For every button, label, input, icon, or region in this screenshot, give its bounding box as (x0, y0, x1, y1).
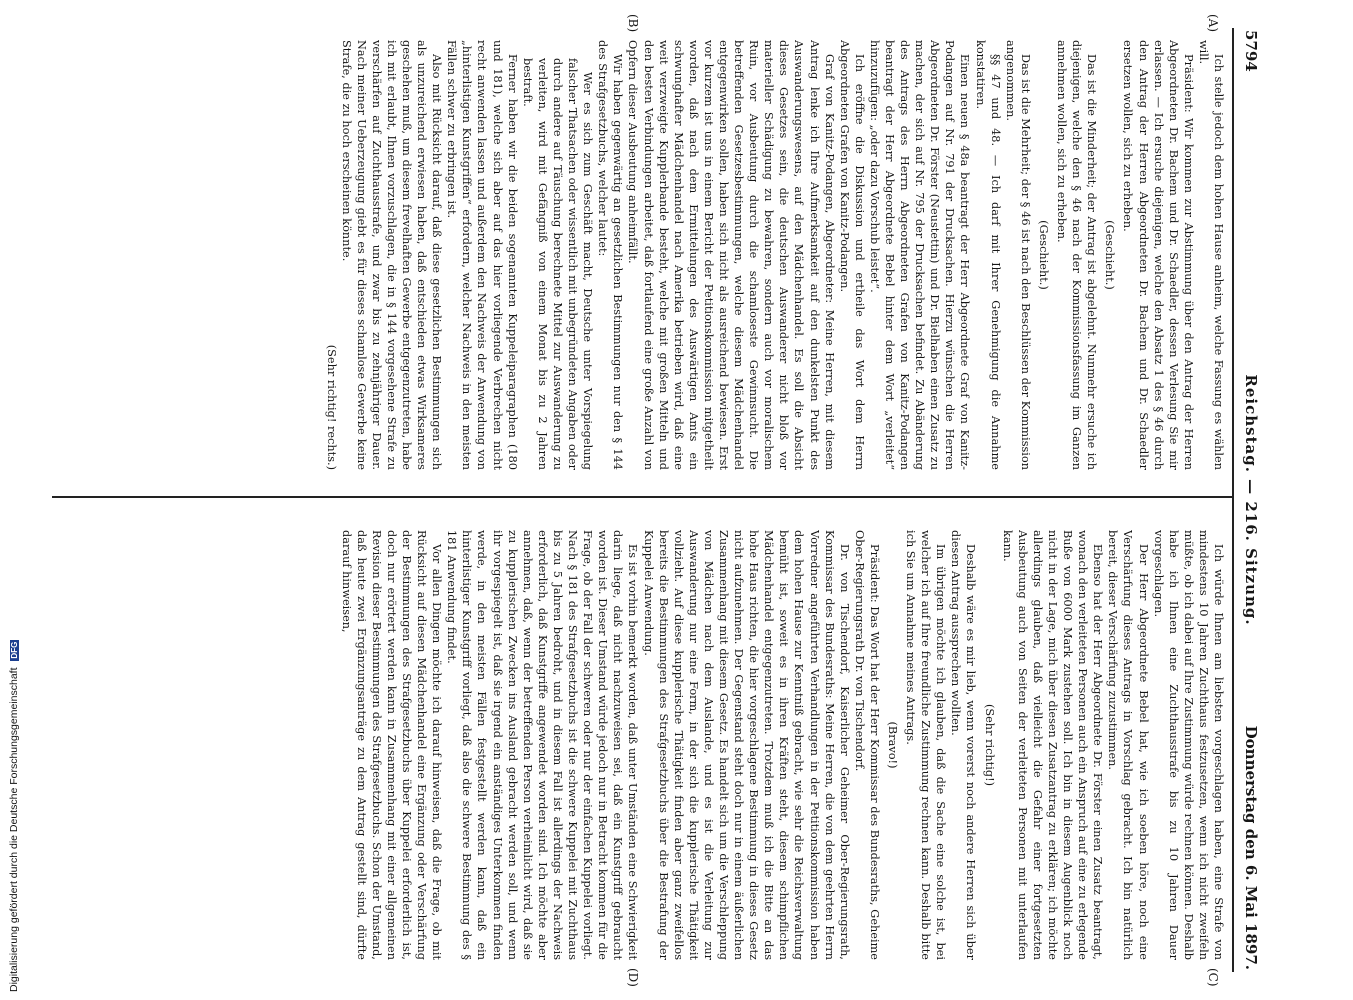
paragraph: §§ 47 und 48. — Ich darf mit Ihrer Genehmigung die Annahme konstatiren. (973, 40, 1002, 470)
margin-marker-c: (C) (1206, 968, 1220, 987)
stage-direction: (Sehr richtig!) (982, 703, 996, 787)
page-header (1234, 30, 1260, 970)
column-divider (52, 496, 1232, 498)
footer-credit (4, 0, 22, 1000)
paragraph: Ferner haben wir die beiden sogenannten Kuppeleiparagraphen (180 und 181), welche sich aber auf das hier vorliegende Verbrechen nicht recht anwenden lassen und außerdem den Nachweis der Anwendung von „hinterlistigen Kunstgriffen“ erfordern, welcher Nachweis in den meisten Fällen schwer zu erbringen ist. (445, 40, 519, 470)
paragraph: Im übrigen möchte ich glauben, daß die Sache eine solche ist, bei welcher ich auf Ihre freundliche Zustimmung rechnen kann. Deshalb bitte ich Sie um Annahme meines Antrags. (904, 530, 948, 960)
paragraph: Präsident: Wir kommen zur Abstimmung über den Antrag der Herren Abgeordneten Dr. Bachem und Dr. Schaedler, dessen Verlesung Sie mir erlassen. — Ich ersuche diejenigen, welche den Absatz 1 des § 46 durch den Antrag der Herren Abgeordneten Dr. Bachem und Dr. Schaedler ersetzen wollen, sich zu erheben. (1121, 40, 1195, 470)
paragraph: Ebenso hat der Herr Abgeordnete Dr. Förster einen Zusatz beantragt, wonach den verleiteten Personen auch ein Anspruch auf eine zu erlegende Buße von 6000 Mark zustehen soll. Ich bin in diesem Augenblick noch nicht in der Lage, mich über diesen Zusatzantrag zu erklären; ich möchte allerdings glauben, daß vielleicht die Gefahr einer fortgesetzten Ausbeutung auch von Seiten der verleiteten Personen mit unterlaufen kann. (1000, 530, 1105, 960)
paragraph: Das ist die Mehrheit; der § 46 ist nach den Beschlüssen der Kommission angenommen. (1003, 40, 1032, 470)
credit-text: Digitalisierung gefördert durch die Deutsche Forschungsgemeinschaft (8, 667, 20, 992)
margin-marker-b: (B) (626, 14, 640, 33)
paragraph: Ich stelle jedoch dem hohen Hause anheim, welche Fassung es wählen will. (1196, 40, 1225, 470)
header-rule (1232, 28, 1234, 972)
right-column (46, 530, 1226, 960)
footer-credit-text (8, 2, 22, 992)
paragraph: Vor allen Dingen möchte ich darauf hinweisen, daß die Frage, ob mit Rücksicht auf diesen Mädchenhandel eine Ergänzung oder Verschärfung der Bestimmungen des Strafgesetzbuchs über Kuppelei erforderlich ist, doch nur erörtert werden kann in Zusammenhang mit einer allgemeinen Revision dieser Bestimmungen des Strafgesetzbuchs. Schon der Umstand, daß heute zwei Ergänzungsanträge zu dem Antrag gestellt sind, dürfte darauf hinweisen, (339, 530, 444, 960)
paragraph: Dr. von Tischendorf, Kaiserlicher Geheimer Ober-Regierungsrath, Kommissar des Bundesraths: Meine Herren, die von dem geehrten Herrn Vorredner angeführten Verhandlungen in der Petitionskommission haben dem hohen Hause zur Kenntniß gebracht, wie sehr die Reichsverwaltung bemüht ist, soweit es in ihren Kräften steht, diesem schimpflichen Mädchenhandel entgegenzutreten. Trotzdem muß ich die Bitte an das hohe Haus richten, die hier vorgeschlagene Bestimmung in dieses Gesetz nicht aufzunehmen. Der Gegenstand steht doch nur in einem äußerlichen Zusammenhang mit diesem Gesetz. Es handelt sich um die Verschleppung von Mädchen nach dem Auslande, und es ist die Verleitung zur Auswanderung nur eine Form, in der sich die kupplerische Thätigkeit vollzieht. Auf diese kupplerische Thätigkeit finden aber ganz zweifellos bereits die Bestimmungen des Strafgesetzbuchs über die Bestrafung der Kuppelei Anwendung. (641, 530, 851, 960)
paragraph: Es ist vorhin bemerkt worden, daß unter Umständen eine Schwierigkeit darin liege, daß nicht nachzuweisen sei, daß ein Kunstgriff gebraucht worden ist. Dieser Umstand würde jedoch nur in Betracht kommen für die Frage, ob der Fall der schweren oder nur der einfachen Kuppelei vorliegt. Nach § 181 des Strafgesetzbuchs ist die schwere Kuppelei mit Zuchthaus bis zu 5 Jahren bedroht, und in diesem Fall ist allerdings der Nachweis erforderlich, daß Kunstgriffe angewendet worden sind. Ich möchte aber annehmen, daß, wenn der betreffenden Person verheimlicht wird, daß sie zu kupplerischen Zwecken ins Ausland gebracht werden soll, und wenn ihr vorgespiegelt ist, daß sie irgend ein anständiges Unterkommen finden werde, in den meisten Fällen festgestellt werden kann, daß ein hinterlistiger Kunstgriff vorliegt, daß also die schwere Bestimmung des § 181 Anwendung findet. (445, 530, 640, 960)
dfg-logo: DFG (9, 641, 19, 659)
margin-marker-d: (D) (626, 968, 640, 987)
left-column (46, 40, 1226, 470)
stage-direction: (Sehr richtig! rechts.) (324, 344, 338, 470)
paragraph: Ich würde Ihnen am liebsten vorgeschlagen haben, eine Strafe von mindestens 10 Jahren Zuchthaus festzusetzen, wenn ich nicht zweifeln müßte, ob ich dabei auf Ihre Zustimmung würde rechnen können. Deshalb habe ich Ihnen eine Zuchthausstrafe bis zu 10 Jahren Dauer vorgeschlagen. (1151, 530, 1225, 960)
stage-direction: (Geschieht.) (1036, 220, 1050, 290)
paragraph: Deshalb wäre es mir lieb, wenn vorerst noch andere Herren sich über diesen Antrag aussprechen wollten. (949, 530, 978, 960)
quotation: Wer es sich zum Geschäft macht, Deutsche unter Vorspiegelung falscher Thatsachen oder wissentlich mit unbegründeten Angaben oder durch andere auf Täuschung berechnete Mittel zur Auswanderung zu verleiten, wird mit Gefängniß von einem Monat bis zu 2 Jahren bestraft. (520, 58, 595, 470)
stage-direction: (Geschieht.) (1103, 220, 1117, 290)
margin-marker-a: (A) (1206, 14, 1220, 33)
paragraph: Wir haben gegenwärtig an gesetzlichen Bestimmungen nur den § 144 des Strafgesetzbuchs, welcher lautet: (596, 40, 625, 470)
session-date: Donnerstag den 6. Mai 1897. (1242, 725, 1260, 970)
paragraph: Das ist die Minderheit; der Antrag ist abgelehnt. Nunmehr ersuche ich diejenigen, welche den § 46 nach der Kommissionsfassung im Ganzen annehmen wollen, sich zu erheben. (1055, 40, 1099, 470)
paragraph: Einen neuen § 48a beantragt der Herr Abgeordnete Graf von Kanitz-Podangen auf Nr. 791 der Drucksachen. Hierzu wünschen die Herren Abgeordneten Dr. Förster (Neustettin) und Dr. Bielhaben einen Zusatz zu machen, der sich auf Nr. 795 der Drucksachen befindet. Zu Abänderung des Antrags des Herrn Abgeordneten Grafen von Kanitz-Podangen beantragt der Herr Abgeordnete Bebel hinter dem Wort „verleitet“ hinzuzufügen: „oder dazu Vorschub leistet“. (867, 40, 972, 470)
page-title: Reichstag. — 216. Sitzung. (1242, 374, 1260, 626)
paragraph: Also mit Rücksicht darauf, daß diese gesetzlichen Bestimmungen sich als unzureichend erwiesen haben, daß entschieden etwas Wirksameres geschehen muß, um diesem frevelhaften Gewerbe entgegenzutreten, habe ich mit erlaubt, Ihnen vorzuschlagen, die in § 144 vorgesehene Strafe zu verschärfen auf Zuchthausstrafe, und zwar bis zu zehnjähriger Dauer. Nach meiner Ueberzeugung giebt es für dieses schamlose Gewerbe keine Strafe, die zu hoch erscheinen könnte. (339, 40, 444, 470)
stage-direction: (Bravo!) (886, 721, 900, 769)
paragraph: Präsident: Das Wort hat der Herr Kommissar des Bundesraths, Geheime Ober-Regierungsrath Dr. von Tischendorf. (852, 530, 881, 960)
paragraph: Graf von Kanitz-Podangen, Abgeordneter: Meine Herren, mit diesem Antrag lenke ich Ihre Aufmerksamkeit auf den dunkelsten Punkt des Auswanderungswesens, auf den Mädchenhandel. Es soll die Absicht dieses Gesetzes sein, die deutschen Auswanderer nicht bloß vor materieller Schädigung zu bewahren, sondern auch vor moralischem Ruin, vor Ausbeutung durch die schamloseste Gewinnsucht. Die betreffenden Gesetzesbestimmungen, welche diesem Mädchenhandel entgegenwirken sollen, haben sich nicht als ausreichend bewiesen. Erst vor kurzem ist uns in einem Bericht der Petitionskommission mitgetheilt worden, daß nach dem Ermittelungen des Auswärtigen Amts ein schwunghafter Mädchenhandel nach Amerika betrieben wird, daß eine weit verzweigte Kupplerbande besteht, welche mit großen Mitteln und den besten Verbindungen arbeitet, daß fortlaufend eine große Anzahl von Opfern dieser Ausbeutung anheimfällt. (626, 40, 836, 470)
page-number: 5794 (1242, 30, 1260, 72)
paragraph: Ich eröffne die Diskussion und ertheile das Wort dem Herrn Abgeordneten Grafen von Kanitz-Podangen. (837, 40, 866, 470)
paragraph: Der Herr Abgeordnete Bebel hat, wie ich soeben höre, noch eine Verschärfung dieses Antrags in Vorschlag gebracht. Ich bin natürlich bereit, dieser Verschärfung zuzustimmen. (1106, 530, 1150, 960)
